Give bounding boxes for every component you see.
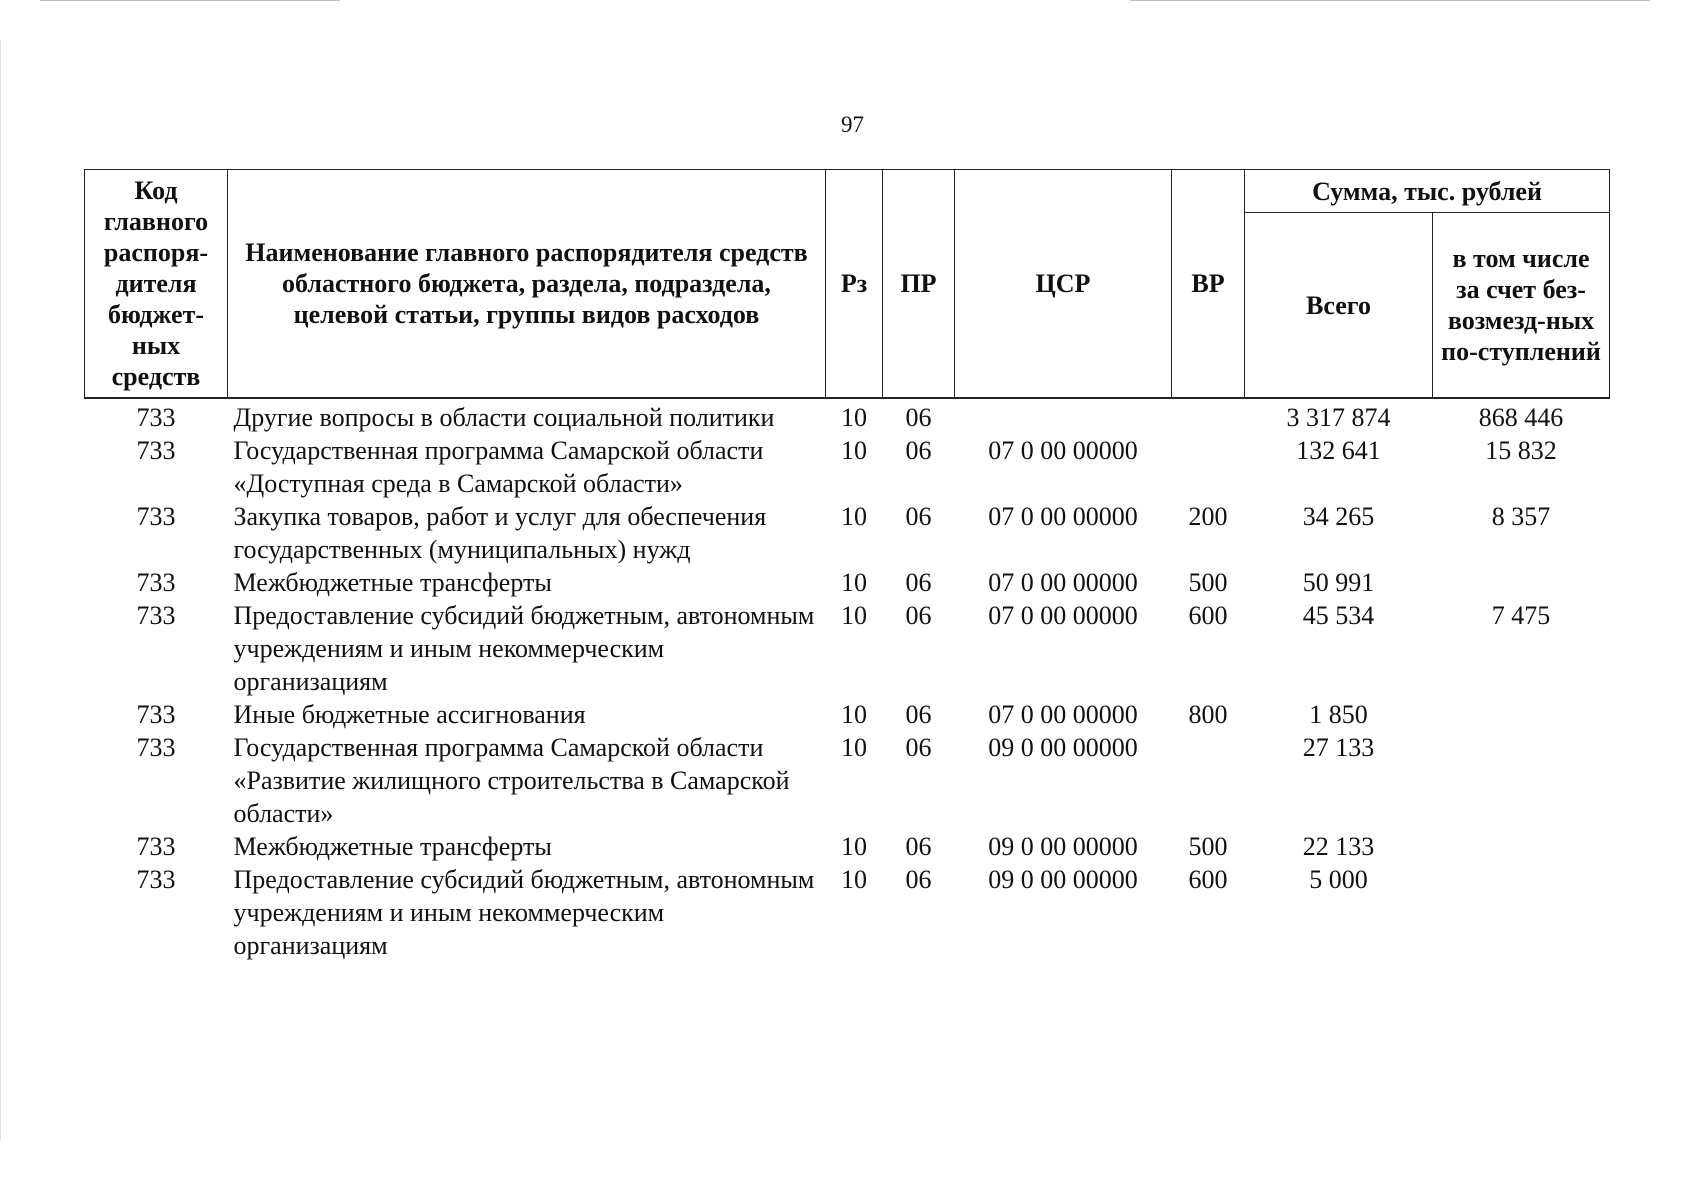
table-row bbox=[85, 731, 1610, 830]
scan-artifact-top-right bbox=[1130, 0, 1650, 1]
table-row bbox=[85, 566, 1610, 599]
table-row bbox=[85, 830, 1610, 863]
cell-code: 733 bbox=[136, 832, 176, 861]
cell-rz: 10 bbox=[841, 733, 867, 762]
cell-rz: 10 bbox=[841, 568, 867, 597]
cell-csr: 07 0 00 00000 bbox=[988, 601, 1138, 630]
scan-artifact-top-left bbox=[40, 0, 340, 1]
cell-pr: 06 bbox=[905, 733, 932, 762]
header-rz: Рз bbox=[826, 170, 883, 399]
table-row bbox=[85, 698, 1610, 731]
cell-rz: 10 bbox=[841, 436, 867, 465]
cell-csr: 07 0 00 00000 bbox=[988, 502, 1138, 531]
cell-code: 733 bbox=[136, 700, 176, 729]
cell-free: 8 357 bbox=[1491, 502, 1551, 531]
cell-pr: 06 bbox=[905, 700, 932, 729]
cell-rz: 10 bbox=[841, 601, 867, 630]
cell-free: 7 475 bbox=[1491, 601, 1551, 630]
cell-pr: 06 bbox=[905, 832, 932, 861]
table-row bbox=[85, 398, 1610, 434]
cell-vr: 600 bbox=[1188, 865, 1228, 894]
cell-free bbox=[1433, 566, 1610, 599]
page-number: 97 bbox=[841, 112, 864, 137]
cell-rz: 10 bbox=[841, 865, 867, 894]
cell-free: 868 446 bbox=[1478, 403, 1564, 432]
cell-csr bbox=[955, 398, 1172, 434]
cell-pr: 06 bbox=[905, 865, 932, 894]
header-total: Всего bbox=[1245, 213, 1433, 399]
cell-total: 45 534 bbox=[1302, 601, 1375, 630]
cell-free bbox=[1433, 830, 1610, 863]
cell-name: Закупка товаров, работ и услуг для обеспечения государственных (муниципальных) нужд bbox=[233, 502, 767, 564]
cell-vr: 800 bbox=[1188, 700, 1228, 729]
cell-csr: 09 0 00 00000 bbox=[988, 733, 1138, 762]
cell-csr: 09 0 00 00000 bbox=[988, 832, 1138, 861]
cell-code: 733 bbox=[136, 865, 176, 894]
cell-free: 15 832 bbox=[1485, 436, 1557, 465]
header-pr: ПР bbox=[883, 170, 955, 399]
cell-vr bbox=[1172, 434, 1245, 500]
cell-name: Межбюджетные трансферты bbox=[233, 568, 552, 597]
cell-name: Иные бюджетные ассигнования bbox=[233, 700, 586, 729]
cell-csr: 07 0 00 00000 bbox=[988, 568, 1138, 597]
cell-code: 733 bbox=[136, 601, 176, 630]
table-row bbox=[85, 500, 1610, 566]
cell-total: 5 000 bbox=[1309, 865, 1368, 894]
cell-vr bbox=[1172, 731, 1245, 830]
budget-table bbox=[84, 169, 1610, 962]
table-row bbox=[85, 434, 1610, 500]
header-free: в том числе за счет без-возмезд-ных по-ступлений bbox=[1433, 213, 1610, 399]
table-header bbox=[85, 170, 1610, 399]
cell-rz: 10 bbox=[841, 700, 867, 729]
cell-vr bbox=[1172, 398, 1245, 434]
header-csr: ЦСР bbox=[955, 170, 1172, 399]
cell-total: 1 850 bbox=[1309, 700, 1368, 729]
cell-total: 22 133 bbox=[1302, 832, 1375, 861]
cell-csr: 07 0 00 00000 bbox=[988, 436, 1138, 465]
table-body bbox=[85, 398, 1610, 962]
cell-code: 733 bbox=[136, 568, 176, 597]
cell-code: 733 bbox=[136, 436, 176, 465]
header-code: Код главного распоря-дителя бюджет-ных средств bbox=[85, 170, 228, 399]
cell-total: 3 317 874 bbox=[1286, 403, 1391, 432]
cell-pr: 06 bbox=[905, 568, 932, 597]
cell-pr: 06 bbox=[905, 403, 932, 432]
cell-code: 733 bbox=[136, 502, 176, 531]
cell-code: 733 bbox=[136, 733, 176, 762]
cell-total: 50 991 bbox=[1302, 568, 1375, 597]
cell-vr: 500 bbox=[1188, 832, 1228, 861]
table-row bbox=[85, 599, 1610, 698]
cell-total: 34 265 bbox=[1302, 502, 1375, 531]
cell-rz: 10 bbox=[841, 403, 867, 432]
cell-name: Предоставление субсидий бюджетным, автономным учреждениям и иным некоммерческим организациям bbox=[233, 601, 815, 696]
header-name: Наименование главного распорядителя средств областного бюджета, раздела, подраздела, целевой статьи, группы видов расходов bbox=[228, 170, 826, 399]
header-sum-group: Сумма, тыс. рублей bbox=[1245, 170, 1610, 213]
cell-name: Государственная программа Самарской области «Развитие жилищного строительства в Самарской области» bbox=[233, 733, 790, 828]
scan-artifact-left-edge bbox=[0, 40, 1, 1140]
table-row bbox=[85, 863, 1610, 962]
cell-total: 132 641 bbox=[1296, 436, 1381, 465]
header-vr: ВР bbox=[1172, 170, 1245, 399]
cell-rz: 10 bbox=[841, 502, 867, 531]
cell-rz: 10 bbox=[841, 832, 867, 861]
cell-free bbox=[1433, 731, 1610, 830]
cell-vr: 600 bbox=[1188, 601, 1228, 630]
cell-name: Межбюджетные трансферты bbox=[233, 832, 552, 861]
cell-pr: 06 bbox=[905, 502, 932, 531]
cell-code: 733 bbox=[136, 403, 176, 432]
cell-vr: 500 bbox=[1188, 568, 1228, 597]
cell-total: 27 133 bbox=[1302, 733, 1375, 762]
cell-free bbox=[1433, 863, 1610, 962]
cell-name: Другие вопросы в области социальной политики bbox=[233, 403, 775, 432]
cell-vr: 200 bbox=[1188, 502, 1228, 531]
cell-name: Предоставление субсидий бюджетным, автономным учреждениям и иным некоммерческим организациям bbox=[233, 865, 815, 960]
cell-csr: 09 0 00 00000 bbox=[988, 865, 1138, 894]
cell-pr: 06 bbox=[905, 436, 932, 465]
cell-name: Государственная программа Самарской области «Доступная среда в Самарской области» bbox=[233, 436, 764, 498]
cell-csr: 07 0 00 00000 bbox=[988, 700, 1138, 729]
cell-pr: 06 bbox=[905, 601, 932, 630]
cell-free bbox=[1433, 698, 1610, 731]
